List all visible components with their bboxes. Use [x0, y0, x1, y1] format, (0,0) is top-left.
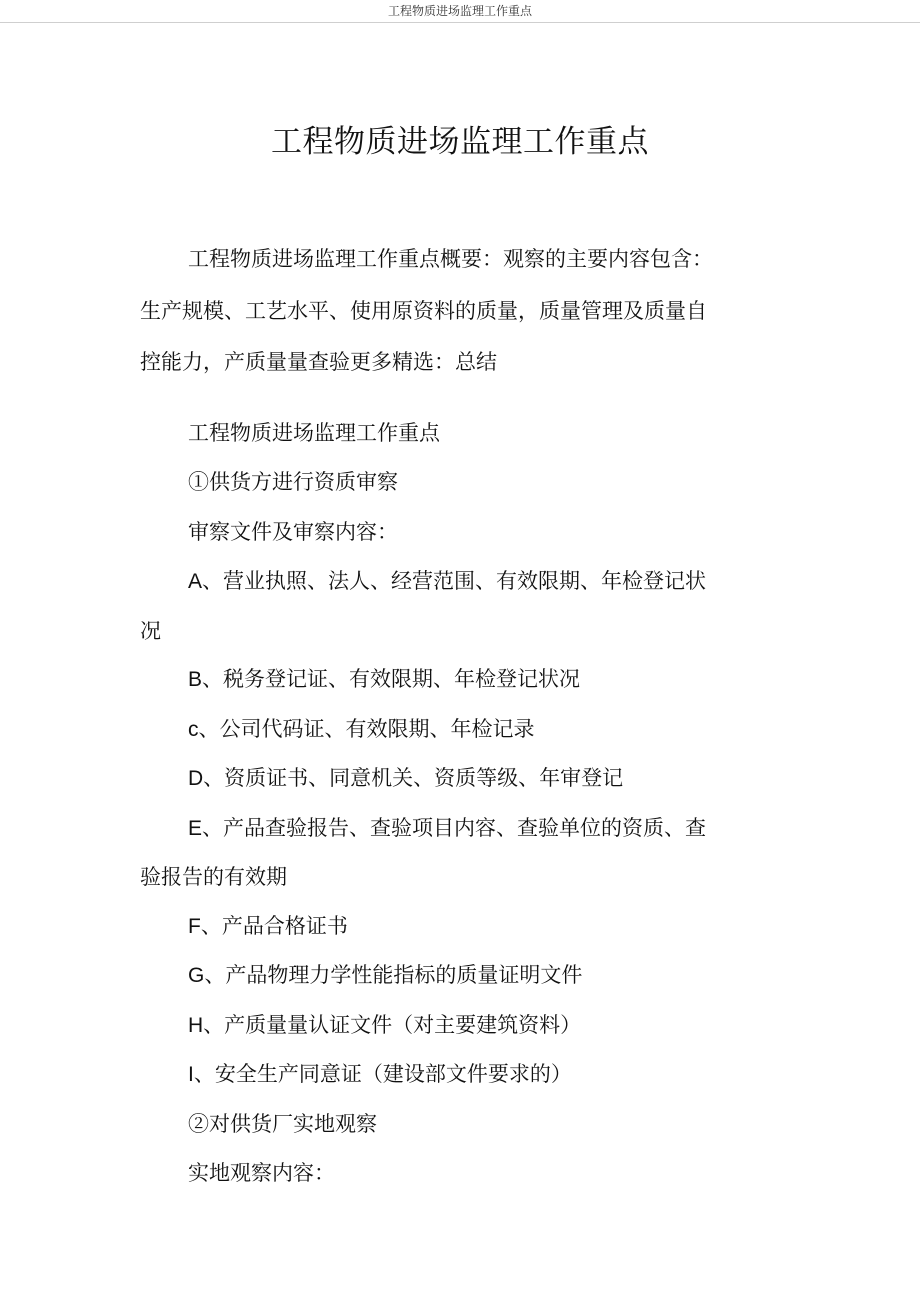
paragraph — [140, 655, 720, 705]
paragraph — [140, 1050, 720, 1100]
paragraph-label: A — [188, 570, 203, 593]
paragraph-text: 工程物质进场监理工作重点 — [188, 420, 440, 445]
intro-paragraph: 工程物质进场监理工作重点概要：观察的主要内容包含：生产规模、工艺水平、使用原资料的质量，质量管理及质量自控能力，产质量量查验更多精选：总结 — [140, 247, 713, 374]
paragraph-text: 、产品查验报告、查验项目内容、查验单位的资质、查验报告的有效期 — [140, 815, 707, 889]
paragraph-label: F — [188, 914, 201, 938]
paragraph-text: 、产质量量认证文件（对主要建筑资料） — [203, 1012, 582, 1037]
paragraph-text: 、税务登记证、有效限期、年检登记状况 — [202, 667, 581, 691]
paragraph — [140, 409, 720, 459]
paragraph-text: 、产品物理力学性能指标的质量证明文件 — [204, 963, 583, 987]
paragraph — [140, 754, 720, 804]
paragraph-text: 、资质证书、同意机关、资质等级、年审登记 — [203, 766, 624, 790]
paragraph-label: c — [188, 717, 199, 741]
paragraph — [140, 557, 720, 655]
header-divider — [0, 22, 920, 23]
paragraph-text: ②对供货厂实地观察 — [188, 1111, 377, 1136]
paragraph-label: B — [188, 668, 203, 691]
paragraph-text: 实地观察内容： — [188, 1161, 335, 1185]
paragraph-text: 审察文件及审察内容： — [188, 519, 398, 544]
paragraph — [140, 1001, 720, 1051]
paragraph-label: G — [188, 964, 205, 987]
paragraph — [140, 1149, 720, 1199]
paragraph-text: 、产品合格证书 — [200, 913, 348, 938]
paragraph-label: E — [188, 816, 203, 840]
paragraph-text: 、公司代码证、有效限期、年检记录 — [198, 716, 535, 741]
paragraph — [140, 458, 720, 508]
document-body — [140, 234, 720, 1199]
paragraph — [140, 508, 720, 558]
paragraph — [140, 951, 720, 1001]
paragraph — [140, 902, 720, 952]
paragraph — [140, 804, 720, 902]
running-header: 工程物质进场监理工作重点 — [387, 4, 532, 18]
paragraph-text: 、营业执照、法人、经营范围、有效限期、年检登记状况 — [140, 569, 707, 643]
paragraph-label: I — [188, 1063, 194, 1086]
document-title: 工程物质进场监理工作重点 — [271, 124, 649, 160]
paragraph-label: H — [188, 1013, 204, 1037]
paragraph — [140, 705, 720, 755]
paragraph — [140, 1100, 720, 1150]
paragraph-label: D — [188, 767, 204, 790]
paragraph-text: 、安全生产同意证（建设部文件要求的） — [193, 1062, 572, 1086]
paragraph-text: ①供货方进行资质审察 — [188, 470, 398, 494]
